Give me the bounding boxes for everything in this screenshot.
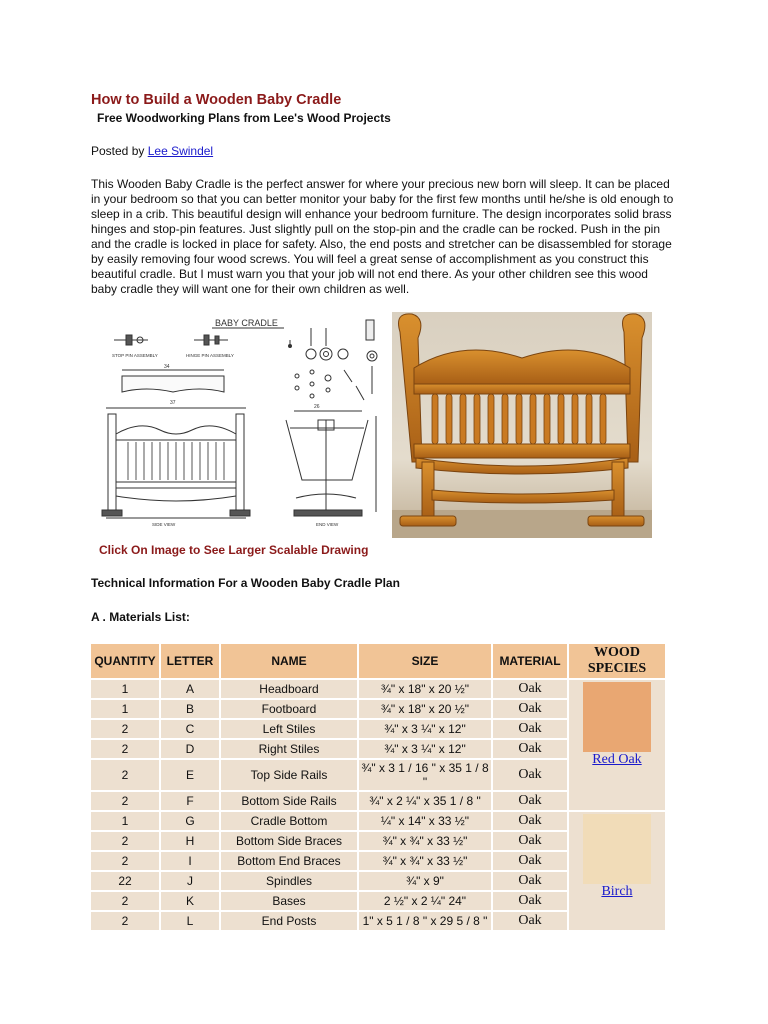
cell-qty: 2	[91, 792, 159, 810]
cell-name: Headboard	[221, 680, 357, 698]
cell-material: Oak	[493, 740, 567, 758]
cell-letter: J	[161, 872, 219, 890]
cell-material: Oak	[493, 792, 567, 810]
cell-letter: I	[161, 852, 219, 870]
cell-size: ¾" x 18" x 20 ½"	[359, 700, 491, 718]
header-quantity: QUANTITY	[91, 644, 159, 678]
cell-name: Top Side Rails	[221, 760, 357, 790]
cell-material: Oak	[493, 912, 567, 930]
cell-name: Right Stiles	[221, 740, 357, 758]
cell-size: ¾" x 9"	[359, 872, 491, 890]
dim-37: 37	[170, 400, 176, 406]
cell-letter: G	[161, 812, 219, 830]
end-view-label: END VIEW	[316, 522, 339, 527]
cell-material: Oak	[493, 872, 567, 890]
cell-qty: 2	[91, 740, 159, 758]
cell-name: Bottom Side Rails	[221, 792, 357, 810]
posted-prefix: Posted by	[91, 144, 145, 158]
cell-material: Oak	[493, 700, 567, 718]
cell-qty: 2	[91, 720, 159, 738]
dim-26: 26	[314, 404, 320, 410]
species-birch	[569, 812, 665, 930]
cell-letter: B	[161, 700, 219, 718]
cell-material: Oak	[493, 760, 567, 790]
page-subtitle: Free Woodworking Plans from Lee's Wood Projects	[97, 111, 391, 125]
author-link[interactable]: Lee Swindel	[147, 144, 214, 158]
cell-letter: F	[161, 792, 219, 810]
dim-34: 34	[164, 364, 170, 370]
header-size: SIZE	[359, 644, 491, 678]
cell-letter: H	[161, 832, 219, 850]
cell-letter: L	[161, 912, 219, 930]
cell-size: ¾" x ¾" x 33 ½"	[359, 852, 491, 870]
cell-qty: 2	[91, 912, 159, 930]
hinge-pin-label: HINGE PIN ASSEMBLY	[186, 353, 234, 358]
red-oak-link[interactable]: Red Oak	[592, 752, 642, 767]
cell-material: Oak	[493, 892, 567, 910]
cell-qty: 2	[91, 832, 159, 850]
cell-name: End Posts	[221, 912, 357, 930]
cell-qty: 2	[91, 760, 159, 790]
birch-swatch[interactable]	[583, 814, 651, 884]
cell-material: Oak	[493, 680, 567, 698]
cell-size: ¾" x 3 ¼" x 12"	[359, 720, 491, 738]
cradle-photo[interactable]	[392, 312, 652, 538]
drawing-title: BABY CRADLE	[215, 318, 278, 328]
technical-heading: Technical Information For a Wooden Baby Cradle Plan	[91, 576, 400, 590]
cell-name: Spindles	[221, 872, 357, 890]
posted-by	[91, 144, 213, 158]
cradle-drawing[interactable]	[100, 316, 380, 528]
materials-heading: A . Materials List:	[91, 610, 190, 624]
cell-name: Left Stiles	[221, 720, 357, 738]
cell-qty: 1	[91, 680, 159, 698]
header-name: NAME	[221, 644, 357, 678]
cell-letter: D	[161, 740, 219, 758]
cell-size: ¾" x ¾" x 33 ½"	[359, 832, 491, 850]
table-row	[91, 680, 665, 698]
header-wood-species: WOOD SPECIES	[569, 644, 665, 678]
drawing-caption-link[interactable]: Click On Image to See Larger Scalable Drawing	[99, 543, 369, 557]
stop-pin-label: STOP PIN ASSEMBLY	[112, 353, 158, 358]
cell-qty: 2	[91, 892, 159, 910]
cell-name: Bottom Side Braces	[221, 832, 357, 850]
cell-size: 2 ½" x 2 ¼" 24"	[359, 892, 491, 910]
cell-qty: 1	[91, 812, 159, 830]
cell-name: Bases	[221, 892, 357, 910]
intro-paragraph: This Wooden Baby Cradle is the perfect answer for where your precious new born will sleep. It can be placed in your bedroom so that you can better monitor your baby for the first few months until he/she is old enough to sleep in a crib. This beautiful design will enhance your bedroom furniture. The design incorporates solid brass hinges and stop-pin features. Just slightly pull on the stop-pin and the cradle can be rocked. Push in the pin and the cradle is locked in place for safety. Also, the end posts and stretcher can be disassembled for storage by easily removing four wood screws. You will feel a great sense of accomplishment as you construct this beautiful cradle. But I must warn you that your job will not end there. As your other children see this wood baby cradle they will want one for their own children as well.	[91, 177, 674, 296]
table-row	[91, 812, 665, 830]
cell-size: ¾" x 2 ¼" x 35 1 / 8 "	[359, 792, 491, 810]
cell-material: Oak	[493, 812, 567, 830]
cell-size: ¾" x 18" x 20 ½"	[359, 680, 491, 698]
cell-letter: K	[161, 892, 219, 910]
cell-material: Oak	[493, 852, 567, 870]
cell-name: Cradle Bottom	[221, 812, 357, 830]
cell-size: 1" x 5 1 / 8 " x 29 5 / 8 "	[359, 912, 491, 930]
cell-material: Oak	[493, 832, 567, 850]
cell-qty: 1	[91, 700, 159, 718]
cell-size: ¾" x 3 ¼" x 12"	[359, 740, 491, 758]
cell-letter: A	[161, 680, 219, 698]
red-oak-swatch[interactable]	[583, 682, 651, 752]
cell-letter: E	[161, 760, 219, 790]
page-title: How to Build a Wooden Baby Cradle	[91, 92, 342, 108]
header-letter: LETTER	[161, 644, 219, 678]
header-material: MATERIAL	[493, 644, 567, 678]
cell-name: Footboard	[221, 700, 357, 718]
side-view-label: SIDE VIEW	[152, 522, 176, 527]
species-red-oak	[569, 680, 665, 810]
cell-material: Oak	[493, 720, 567, 738]
cell-qty: 2	[91, 852, 159, 870]
cell-qty: 22	[91, 872, 159, 890]
cell-name: Bottom End Braces	[221, 852, 357, 870]
cell-size: ¾" x 3 1 / 16 " x 35 1 / 8 "	[359, 760, 491, 790]
cell-letter: C	[161, 720, 219, 738]
materials-table	[89, 642, 667, 932]
cell-size: ¼" x 14" x 33 ½"	[359, 812, 491, 830]
birch-link[interactable]: Birch	[601, 884, 633, 899]
